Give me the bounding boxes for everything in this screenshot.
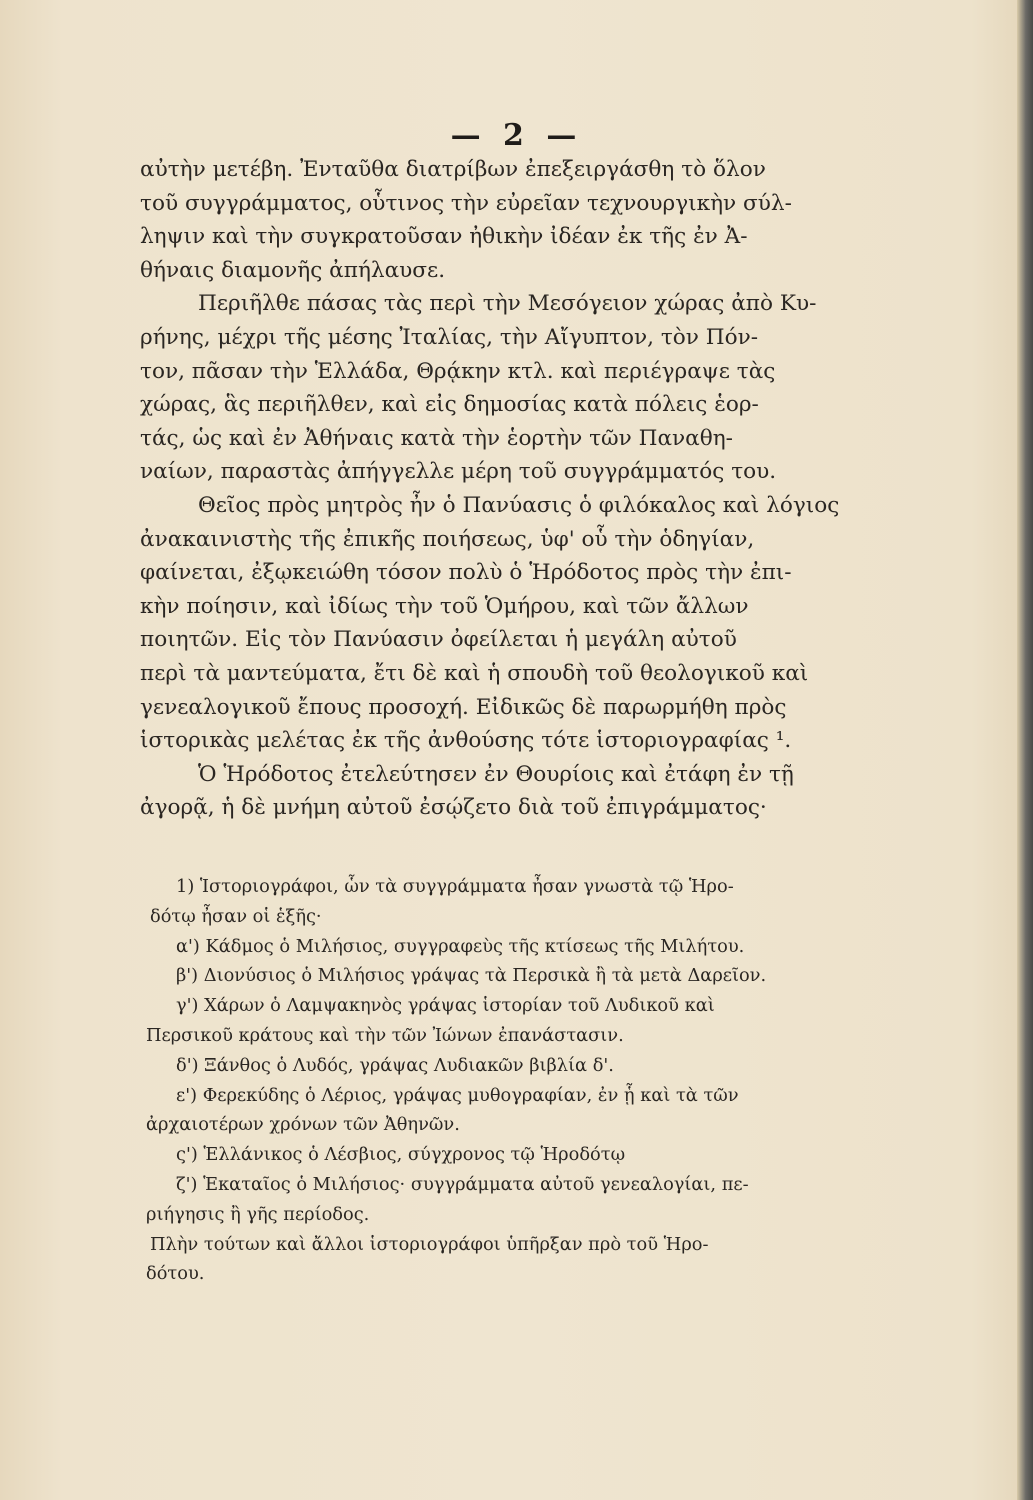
text-line: ναίων, παραστὰς ἀπήγγελλε μέρη τοῦ συγγράμματός του. (140, 459, 777, 485)
footnote-line: ἀρχαιοτέρων χρόνων τῶν Ἀθηνῶν. (146, 1114, 460, 1136)
text-line: ποιητῶν. Εἰς τὸν Πανύασιν ὀφείλεται ἡ μεγάλη αὐτοῦ (140, 627, 737, 653)
text-line: Ὁ Ἡρόδοτος ἐτελεύτησεν ἐν Θουρίοις καὶ ἐτάφη ἐν τῇ (198, 761, 794, 787)
footnote-line: ς') Ἑλλάνικος ὁ Λέσβιος, σύγχρονος τῷ Ἡροδότῳ (176, 1144, 626, 1166)
text-line: ἱστορικὰς μελέτας ἐκ τῆς ἀνθούσης τότε ἱστοριογραφίας ¹. (140, 728, 792, 754)
footnote-line: δότῳ ἦσαν οἱ ἑξῆς· (150, 905, 322, 927)
text-line: κὴν ποίησιν, καὶ ἰδίως τὴν τοῦ Ὁμήρου, καὶ τῶν ἄλλων (140, 593, 749, 619)
footnote-line: δ') Ξάνθος ὁ Λυδός, γράψας Λυδιακῶν βιβλία δ'. (176, 1054, 614, 1076)
text-line: γενεαλογικοῦ ἔπους προσοχή. Εἰδικῶς δὲ παρωρμήθη πρὸς (140, 694, 787, 720)
book-binding-edge (1017, 0, 1033, 1500)
footnote-line: Πλὴν τούτων καὶ ἄλλοι ἱστοριογράφοι ὑπῆρξαν πρὸ τοῦ Ἡρο- (150, 1233, 709, 1255)
text-line: αὐτὴν μετέβη. Ἐνταῦθα διατρίβων ἐπεξειργάσθη τὸ ὅλον (140, 157, 766, 182)
footnote-line: α') Κάδμος ὁ Μιλήσιος, συγγραφεὺς τῆς κτίσεως τῆς Μιλήτου. (176, 935, 745, 957)
text-line: ἀνακαινιστὴς τῆς ἐπικῆς ποιήσεως, ὑφ' οὗ τὴν ὁδηγίαν, (140, 526, 755, 552)
text-line: ἀγορᾷ, ἡ δὲ μνήμη αὐτοῦ ἐσῴζετο διὰ τοῦ ἐπιγράμματος· (140, 795, 767, 821)
text-line: τοῦ συγγράμματος, οὗτινος τὴν εὐρεῖαν τεχνουργικὴν σύλ- (140, 190, 792, 216)
footnote-line: ε') Φερεκύδης ὁ Λέριος, γράψας μυθογραφίαν, ἐν ᾗ καὶ τὰ τῶν (176, 1084, 739, 1106)
text-line: ληψιν καὶ τὴν συγκρατοῦσαν ἠθικὴν ἰδέαν ἐκ τῆς ἐν Ἀ- (140, 224, 748, 250)
footnote-line: δότου. (146, 1263, 205, 1285)
text-line: περὶ τὰ μαντεύματα, ἔτι δὲ καὶ ἡ σπουδὴ τοῦ θεολογικοῦ καὶ (140, 660, 809, 686)
footnote-line: ζ') Ἑκαταῖος ὁ Μιλήσιος· συγγράμματα αὐτοῦ γενεαλογίαι, πε- (176, 1173, 749, 1195)
text-line: χώρας, ἃς περιῆλθεν, καὶ εἰς δημοσίας κατὰ πόλεις ἑορ- (140, 392, 759, 418)
page-number: — 2 — (450, 118, 583, 153)
text-line: ρήνης, μέχρι τῆς μέσης Ἰταλίας, τὴν Αἴγυπτον, τὸν Πόν- (140, 324, 759, 350)
footnote-line: Περσικοῦ κράτους καὶ τὴν τῶν Ἰώνων ἐπανάστασιν. (146, 1024, 624, 1046)
text-line: θήναις διαμονῆς ἀπήλαυσε. (140, 257, 446, 283)
text-line: τάς, ὡς καὶ ἐν Ἀθήναις κατὰ τὴν ἑορτὴν τῶν Παναθη- (140, 425, 733, 451)
footnote-line: γ') Χάρων ὁ Λαμψακηνὸς γράψας ἱστορίαν τοῦ Λυδικοῦ καὶ (176, 995, 715, 1017)
text-line: τον, πᾶσαν τὴν Ἑλλάδα, Θρᾴκην κτλ. καὶ περιέγραψε τὰς (140, 358, 776, 384)
text-line: Περιῆλθε πάσας τὰς περὶ τὴν Μεσόγειον χώρας ἀπὸ Κυ- (198, 291, 817, 317)
footnote-line: ριήγησις ἢ γῆς περίοδος. (146, 1203, 370, 1225)
footnote-line: 1) Ἱστοριογράφοι, ὧν τὰ συγγράμματα ἦσαν γνωστὰ τῷ Ἡρο- (176, 876, 734, 897)
text-line: Θεῖος πρὸς μητρὸς ἦν ὁ Πανύασις ὁ φιλόκαλος καὶ λόγιος (198, 492, 840, 518)
text-line: φαίνεται, ἐξῳκειώθη τόσον πολὺ ὁ Ἡρόδοτος πρὸς τὴν ἐπι- (140, 560, 792, 586)
main-text (140, 153, 888, 825)
footnotes (146, 872, 890, 1289)
footnote-line: β') Διονύσιος ὁ Μιλήσιος γράψας τὰ Περσικὰ ἢ τὰ μετὰ Δαρεῖον. (176, 965, 767, 987)
